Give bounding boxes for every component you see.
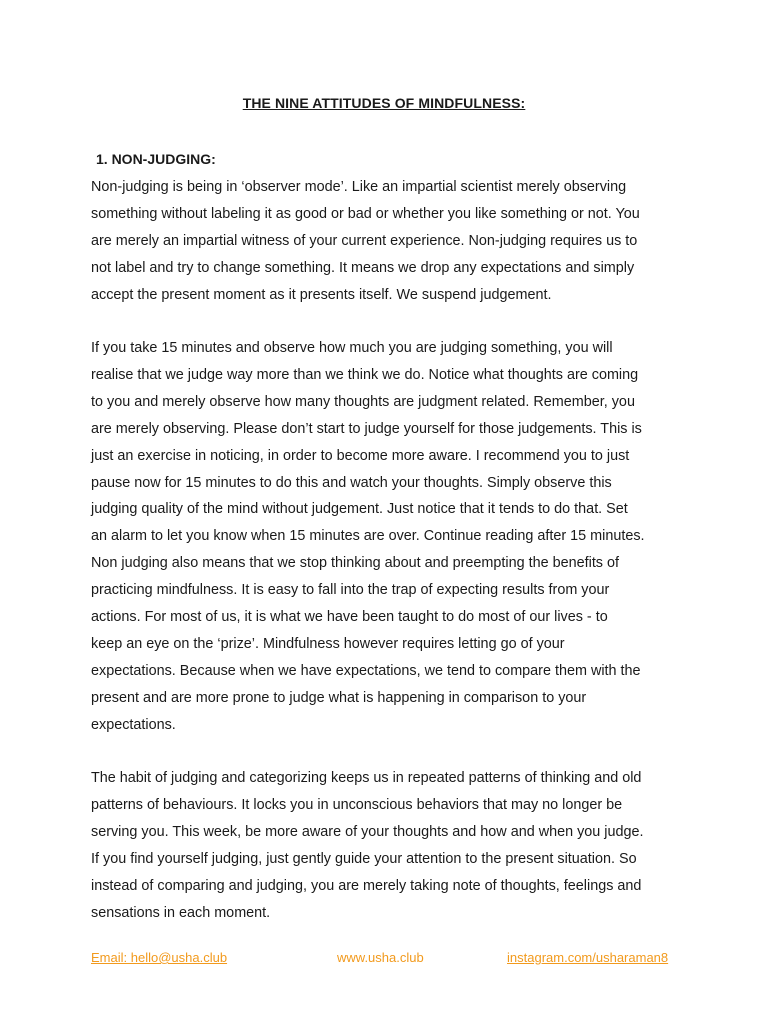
- paragraph-line: If you take 15 minutes and observe how much you are judging something, you will: [91, 340, 613, 356]
- paragraph-line: not label and try to change something. It means we drop any expectations and simply: [91, 259, 635, 276]
- paragraph-line: Non-judging is being in ‘observer mode’. Like an impartial scientist merely observing: [91, 179, 627, 195]
- paragraph-line: something without labeling it as good or bad or whether you like something or not. You: [91, 205, 640, 222]
- page-title: THE NINE ATTITUDES OF MINDFULNESS:: [242, 95, 526, 111]
- footer-email-link[interactable]: Email: hello@usha.club: [91, 950, 228, 965]
- paragraph-line: practicing mindfulness. It is easy to fall into the trap of expecting results from your: [91, 582, 610, 599]
- paragraph-line: are merely observing. Please don’t start to judge yourself for those judgements. This is: [91, 420, 642, 437]
- section-heading-non-judging: 1. NON-JUDGING:: [96, 151, 216, 167]
- paragraph-2: [91, 335, 691, 739]
- paragraph-1: [91, 174, 691, 309]
- paragraph-line: to you and merely observe how many thoughts are judgment related. Remember, you: [91, 393, 635, 410]
- paragraph-line: pause now for 15 minutes to do this and watch your thoughts. Simply observe this: [91, 474, 612, 491]
- paragraph-line: If you find yourself judging, just gently guide your attention to the present situation. So: [91, 850, 637, 867]
- paragraph-line: judging quality of the mind without judgement. Just notice that it tends to do that. Set: [91, 501, 628, 518]
- footer-instagram-link[interactable]: instagram.com/usharaman8: [507, 950, 669, 965]
- paragraph-line: patterns of behaviours. It locks you in unconscious behaviors that may no longer be: [91, 796, 623, 813]
- paragraph-line: an alarm to let you know when 15 minutes are over. Continue reading after 15 minutes.: [91, 528, 645, 545]
- paragraph-line: realise that we judge way more than we think we do. Notice what thoughts are coming: [91, 366, 639, 383]
- paragraph-line: serving you. This week, be more aware of your thoughts and how and when you judge.: [91, 823, 644, 840]
- paragraph-line: instead of comparing and judging, you are merely taking note of thoughts, feelings and: [91, 877, 642, 894]
- paragraph-line: just an exercise in noticing, in order to become more aware. I recommend you to just: [91, 447, 630, 464]
- paragraph-line: are merely an impartial witness of your current experience. Non-judging requires us to: [91, 232, 638, 249]
- paragraph-line: sensations in each moment.: [91, 904, 271, 921]
- paragraph-line: expectations. Because when we have expectations, we tend to compare them with the: [91, 662, 641, 679]
- paragraph-line: actions. For most of us, it is what we have been taught to do most of our lives - to: [91, 609, 608, 626]
- paragraph-line: Non judging also means that we stop thinking about and preempting the benefits of: [91, 555, 620, 572]
- paragraph-line: accept the present moment as it presents itself. We suspend judgement.: [91, 286, 552, 303]
- paragraph-line: expectations.: [91, 716, 176, 733]
- paragraph-line: present and are more prone to judge what is happening in comparison to your: [91, 689, 587, 706]
- paragraph-line: The habit of judging and categorizing keeps us in repeated patterns of thinking and old: [91, 770, 642, 786]
- paragraph-line: keep an eye on the ‘prize’. Mindfulness however requires letting go of your: [91, 635, 565, 652]
- footer-website-link[interactable]: www.usha.club: [337, 950, 424, 965]
- paragraph-3: [91, 765, 691, 926]
